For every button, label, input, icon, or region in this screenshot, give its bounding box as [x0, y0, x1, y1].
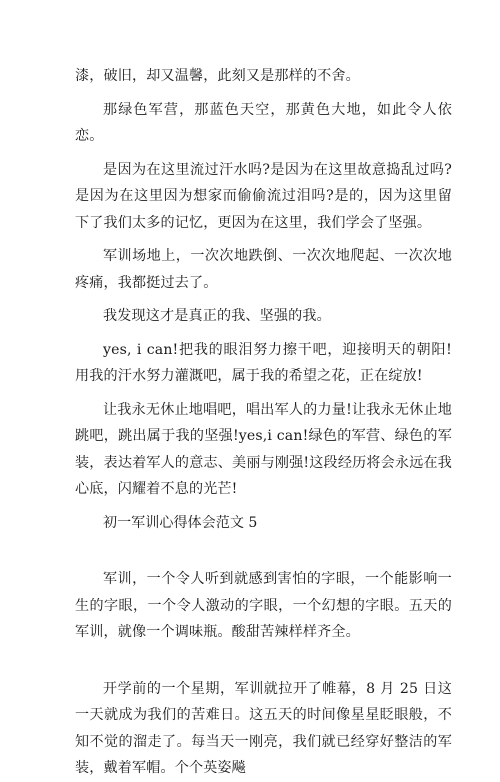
paragraph-continuation: 漆，破旧，却又温馨，此刻又是那样的不舍。 — [75, 68, 360, 84]
paragraph-training-ground: 军训场地上，一次次地跌倒、一次次地爬起、一次次地疼痛，我都挺过去了。 — [75, 248, 452, 291]
paragraph-before-school: 开学前的一个星期，军训就拉开了帷幕，8 月 25 日这一天就成为我们的苦难日。这五天的时间像星星眨眼般，不知不觉的溜走了。每当天一刚亮，我们就已经穿好整洁的军装，戴着军帽。个个英姿飚 — [75, 680, 452, 776]
paragraph-sing-jump: 让我永无休止地唱吧，唱出军人的力量!让我永无休止地跳吧，跳出属于我的坚强!yes,i can!绿色的军营、绿色的军装，表达着军人的意志、美丽与刚强!这段经历将会永远在我心底，闪耀着不息的光芒! — [75, 401, 452, 497]
paragraph-yes-i-can: yes, i can!把我的眼泪努力擦干吧，迎接明天的朝阳!用我的汗水努力灌溉吧，属于我的希望之花，正在绽放! — [75, 341, 452, 384]
section-heading: 初一军训心得体会范文 5 — [103, 514, 258, 531]
paragraph-reasons: 是因为在这里流过汗水吗?是因为在这里故意捣乱过吗?是因为在这里因为想家而偷偷流过泪吗?是的，因为这里留下了我们太多的记忆，更因为在这里，我们学会了坚强。 — [75, 161, 452, 231]
paragraph-green-barracks: 那绿色军营，那蓝色天空，那黄色大地，如此令人依恋。 — [75, 101, 452, 144]
paragraph-real-me: 我发现这才是真正的我、坚强的我。 — [103, 308, 331, 324]
paragraph-military-training: 军训，一个令人听到就感到害怕的字眼，一个能影响一生的字眼，一个令人激动的字眼，一个幻想的字眼。五天的军训，就像一个调味瓶。酸甜苦辣样样齐全。 — [75, 571, 452, 640]
